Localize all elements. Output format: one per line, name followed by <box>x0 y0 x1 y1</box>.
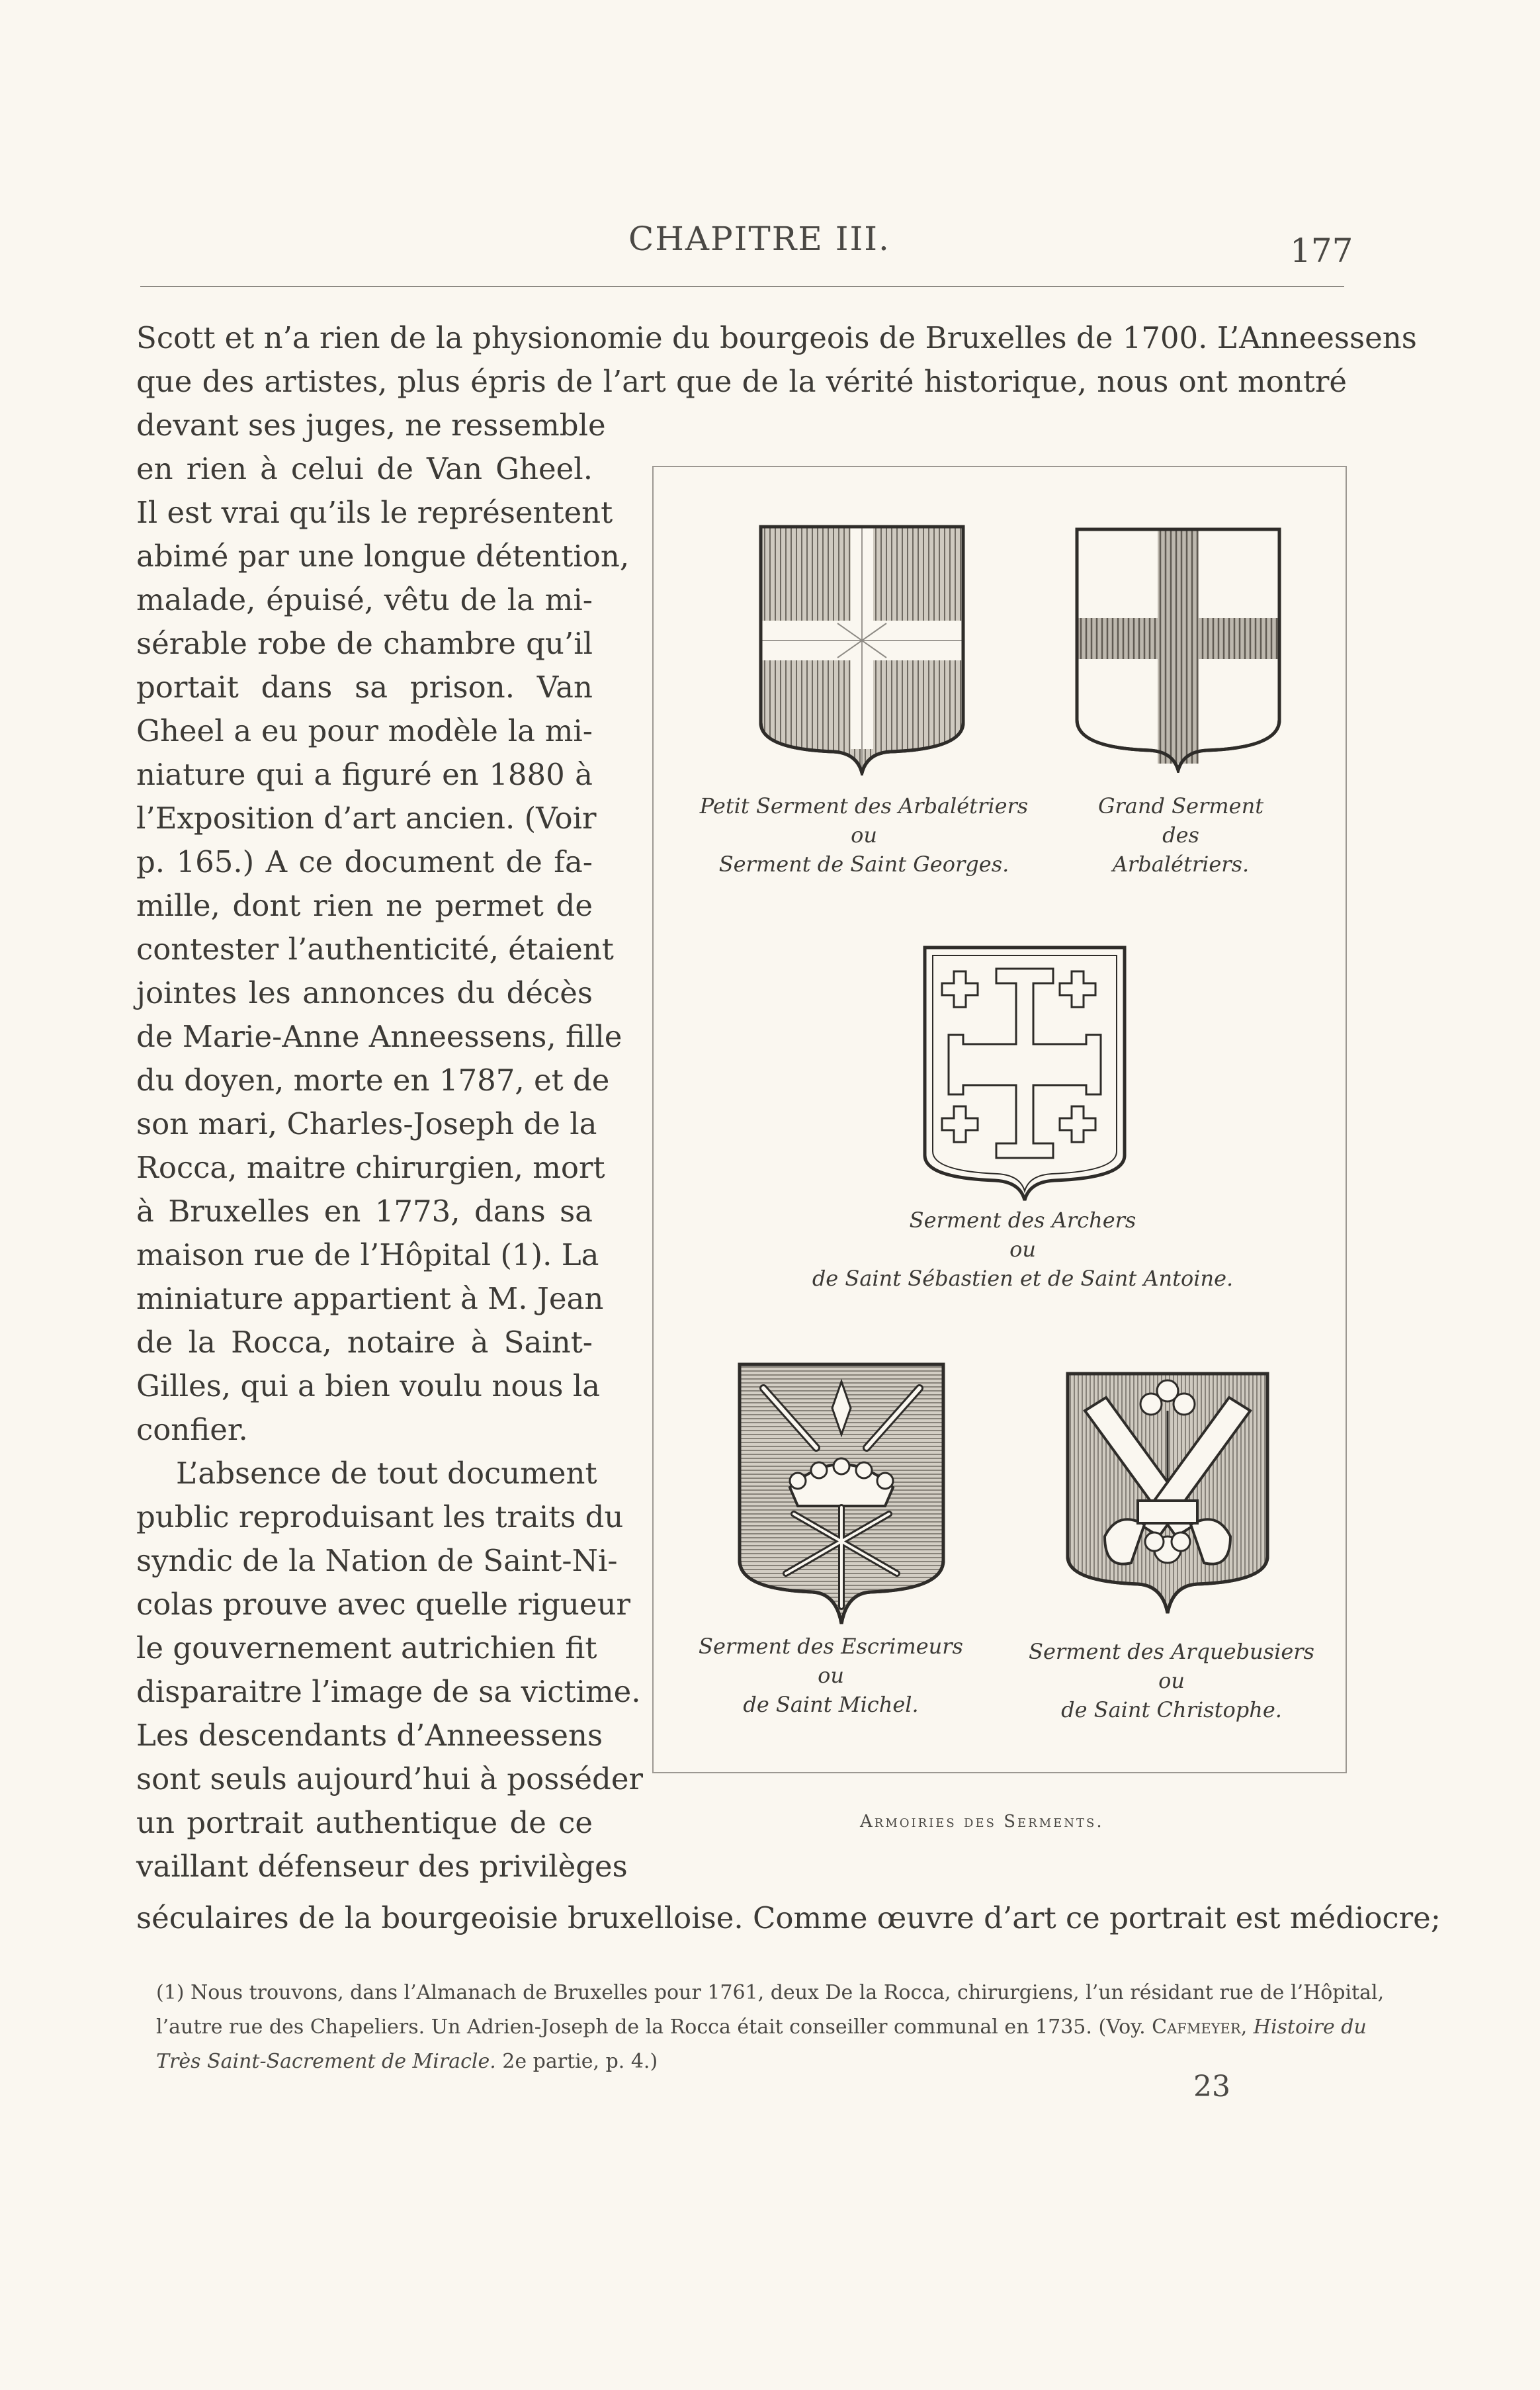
footnote-line: (1) Nous trouvons, dans l’Almanach de Bruxelles pour 1761, deux De la Rocca, chirurgiens, l’un résidant rue de l’Hôpital, <box>156 1981 1385 2004</box>
body-line: malade, épuisé, vêtu de la mi- <box>136 582 593 617</box>
body-line: mille, dont rien ne permet de <box>136 888 593 923</box>
footnote-line <box>156 2010 1367 2045</box>
header-rule <box>140 286 1344 287</box>
footnote-text: 2e partie, p. 4.) <box>495 2050 658 2073</box>
footnote-line <box>156 2045 658 2079</box>
shield-caption-5: Serment des Arquebusiers ou de Saint Christophe. <box>1029 1639 1314 1722</box>
body-line: public reproduisant les traits du <box>136 1499 624 1534</box>
body-line: de la Rocca, notaire à Saint- <box>136 1325 593 1360</box>
chapter-title: CHAPITRE III. <box>628 220 890 258</box>
shield-caption-1: Petit Serment des Arbalétriers ou Serment de Saint Georges. <box>699 793 1029 877</box>
body-line: sont seuls aujourd’hui à posséder <box>136 1761 643 1796</box>
body-line: L’absence de tout document <box>176 1456 597 1491</box>
body-line: Il est vrai qu’ils le représentent <box>136 495 613 530</box>
body-line-full: séculaires de la bourgeoisie bruxelloise. Comme œuvre d’art ce portrait est médiocre; <box>136 1900 1441 1935</box>
footnote-work-title: Très Saint-Sacrement de Miracle. <box>156 2050 496 2073</box>
shield-caption-4: Serment des Escrimeurs ou de Saint Michel. <box>699 1634 963 1717</box>
signature-mark: 23 <box>1193 2070 1230 2103</box>
body-line: en rien à celui de Van Gheel. <box>136 451 593 486</box>
shield-caption-2: Grand Serment des Arbalétriers. <box>1097 793 1264 877</box>
shield-arquebusiers-icon <box>1065 1371 1270 1616</box>
body-line: abimé par une longue détention, <box>136 539 630 574</box>
body-line: contester l’authenticité, étaient <box>136 932 614 967</box>
body-line: niature qui a figuré en 1880 à <box>136 757 593 792</box>
body-line-full: Scott et n’a rien de la physionomie du bourgeois de Bruxelles de 1700. L’Anneessens <box>136 320 1417 355</box>
body-line: p. 165.) A ce document de fa- <box>136 844 593 879</box>
body-line: devant ses juges, ne ressemble <box>136 408 606 443</box>
body-line: syndic de la Nation de Saint-Ni- <box>136 1543 618 1578</box>
body-line: jointes les annonces du décès <box>136 975 593 1010</box>
body-line: maison rue de l’Hôpital (1). La <box>136 1237 599 1272</box>
body-line-full: que des artistes, plus épris de l’art que de la vérité historique, nous ont montré <box>136 364 1347 399</box>
body-line: disparaitre l’image de sa victime. <box>136 1674 641 1709</box>
body-line: sérable robe de chambre qu’il <box>136 626 593 661</box>
body-line: à Bruxelles en 1773, dans sa <box>136 1194 593 1229</box>
footnote-text: , <box>1240 2015 1254 2039</box>
body-line: un portrait authentique de ce <box>136 1805 593 1840</box>
shield-archers-icon <box>922 945 1127 1203</box>
body-line: du doyen, morte en 1787, et de <box>136 1063 610 1098</box>
body-line: son mari, Charles-Joseph de la <box>136 1106 597 1141</box>
footnote-text: l’autre rue des Chapeliers. Un Adrien-Joseph de la Rocca était conseiller communal en 1735. (Voy. <box>156 2015 1152 2039</box>
body-line: miniature appartient à M. Jean <box>136 1281 604 1316</box>
footnote-work-title: Histoire du <box>1253 2015 1367 2039</box>
body-line: portait dans sa prison. Van <box>136 670 593 705</box>
body-line: vaillant défenseur des privilèges <box>136 1849 628 1884</box>
shield-caption-3: Serment des Archers ou de Saint Sébastien et de Saint Antoine. <box>812 1208 1234 1291</box>
body-line: Les descendants d’Anneessens <box>136 1718 603 1753</box>
body-line: confier. <box>136 1412 248 1447</box>
page-number: 177 <box>1290 232 1353 270</box>
body-line: le gouvernement autrichien fit <box>136 1630 597 1665</box>
body-line: Gilles, qui a bien voulu nous la <box>136 1368 601 1403</box>
body-line: de Marie-Anne Anneessens, fille <box>136 1019 622 1054</box>
shield-grand-serment-icon <box>1074 527 1282 773</box>
body-line: colas prouve avec quelle rigueur <box>136 1587 631 1622</box>
figure-caption: Armoiries des Serments. <box>860 1812 1104 1832</box>
shield-petit-serment-icon <box>758 524 966 775</box>
footnote-author: Cafmeyer <box>1152 2015 1241 2039</box>
body-line: l’Exposition d’art ancien. (Voir <box>136 801 597 836</box>
body-line: Gheel a eu pour modèle la mi- <box>136 713 593 748</box>
body-line: Rocca, maitre chirurgien, mort <box>136 1150 605 1185</box>
shield-escrimeurs-icon <box>737 1362 946 1626</box>
